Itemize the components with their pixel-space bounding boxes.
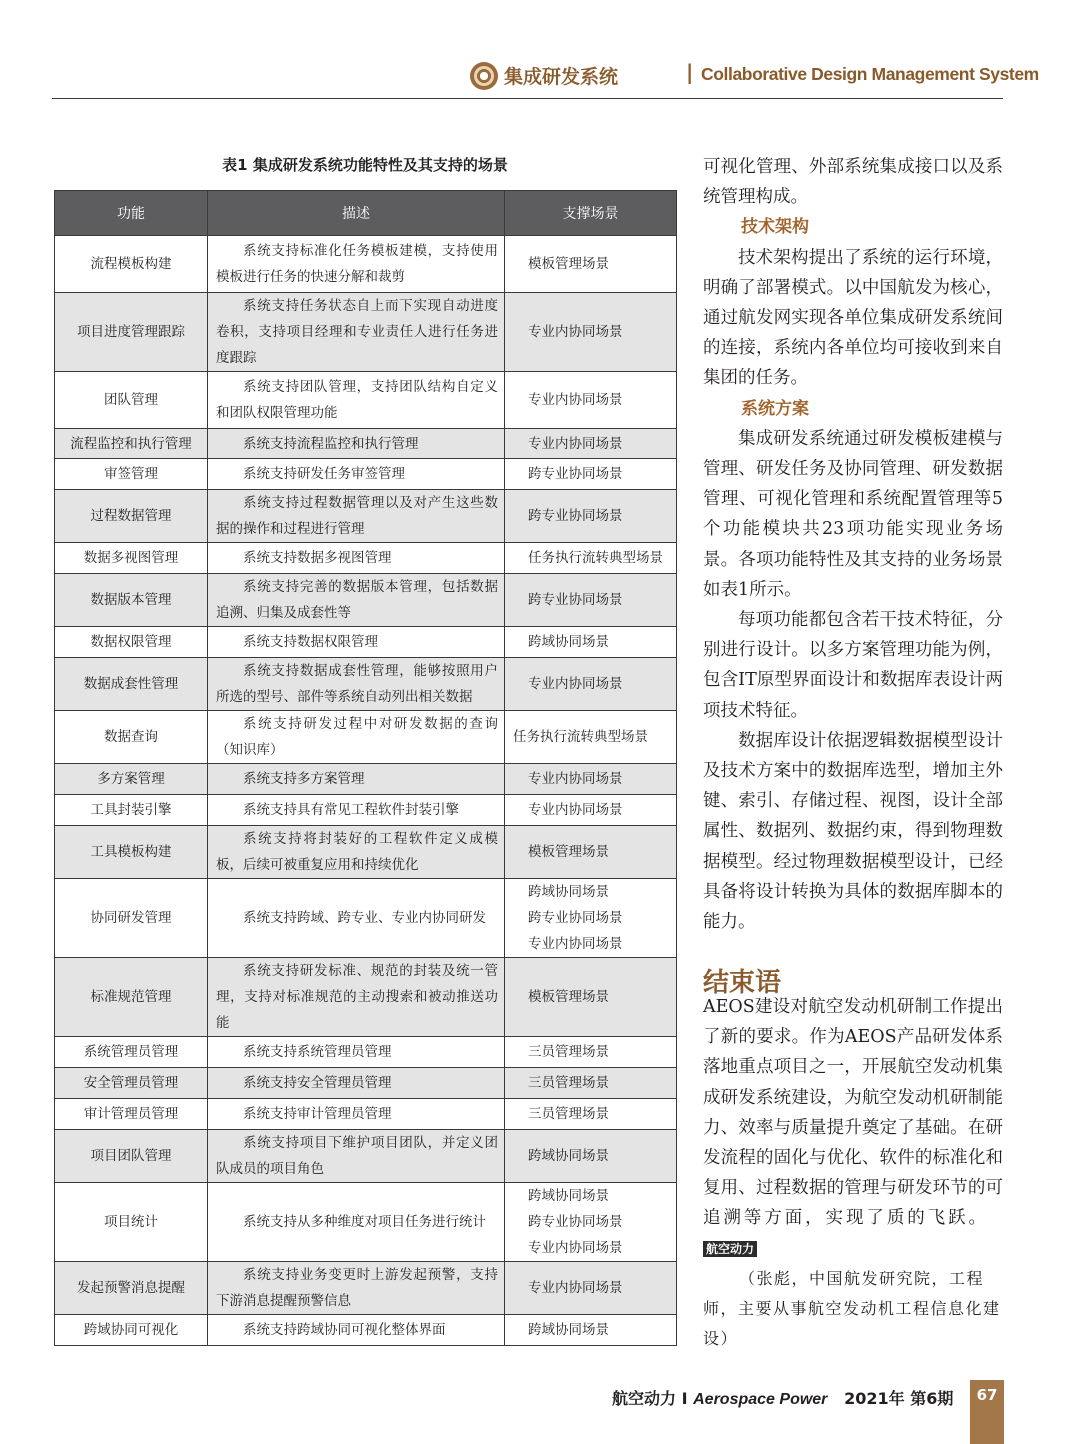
table-row <box>55 490 677 543</box>
cell-function: 标准规范管理 <box>55 958 208 1037</box>
cell-description: 系统支持审计管理员管理 <box>208 1099 505 1130</box>
scenario-item: 模板管理场景 <box>528 844 609 860</box>
table-caption: 表1 集成研发系统功能特性及其支持的场景 <box>222 156 508 174</box>
scenario-item: 跨域协同场景 <box>528 1322 609 1338</box>
table-row <box>55 711 677 764</box>
footer-journal-cn: 航空动力 <box>612 1389 677 1408</box>
cell-scenario <box>505 293 677 372</box>
scenario-item: 跨域协同场景 <box>528 634 609 650</box>
cell-function: 审计管理员管理 <box>55 1099 208 1130</box>
cell-function: 数据权限管理 <box>55 627 208 658</box>
scenario-item: 跨专业协同场景 <box>528 1214 623 1230</box>
cell-description: 系统支持数据成套性管理，能够按照用户所选的型号、部件等系统自动列出相关数据 <box>208 658 505 711</box>
cell-description: 系统支持跨域协同可视化整体界面 <box>208 1315 505 1346</box>
plan-paragraph-3: 数据库设计依据逻辑数据模型设计及技术方案中的数据库选型，增加主外键、索引、存储过程、视图，设计全部属性、数据列、数据约束，得到物理数据模型。经过物理数据模型设计，已经具备将设计转换为具体的数据库脚本的能力。 <box>703 730 1003 933</box>
scenario-item: 三员管理场景 <box>528 1106 609 1122</box>
cell-scenario <box>505 490 677 543</box>
plan-paragraph-2: 每项功能都包含若干技术特征，分别进行设计。以多方案管理功能为例，包含IT原型界面设计和数据库表设计两项技术特征。 <box>703 610 1003 721</box>
cell-scenario <box>505 1068 677 1099</box>
engine-logo-icon <box>470 62 498 90</box>
cell-function: 工具封装引擎 <box>55 795 208 826</box>
table-row <box>55 764 677 795</box>
cell-scenario <box>505 429 677 459</box>
scenario-item: 专业内协同场景 <box>528 1240 623 1256</box>
cell-function: 流程模板构建 <box>55 236 208 293</box>
header-function: 功能 <box>55 191 208 236</box>
header-cn-title: 集成研发系统 <box>504 66 619 88</box>
right-column <box>703 152 1003 937</box>
cell-scenario <box>505 879 677 958</box>
cell-function: 数据成套性管理 <box>55 658 208 711</box>
header-description: 描述 <box>208 191 505 236</box>
table-row <box>55 879 677 958</box>
table-row <box>55 795 677 826</box>
table-row <box>55 1130 677 1183</box>
scenario-item: 模板管理场景 <box>528 256 609 272</box>
conclusion-paragraph <box>703 992 1003 1264</box>
scenario-item: 专业内协同场景 <box>528 676 623 692</box>
cell-description: 系统支持数据权限管理 <box>208 627 505 658</box>
footer-issue: 2021年 第6期 <box>844 1389 954 1408</box>
subheading-architecture: 技术架构 <box>741 217 809 238</box>
conclusion-text: AEOS建设对航空发动机研制工作提出了新的要求。作为AEOS产品研发体系落地重点项目之一，开展航空发动机集成研发系统建设，为航空发动机研制能力、效率与质量提升奠定了基础。在研发流程的固化与优化、软件的标准化和复用、过程数据的管理与研发环节的可追溯等方面，实现了质的飞跃。 <box>703 997 1003 1229</box>
cell-scenario <box>505 1315 677 1346</box>
running-header <box>52 56 1039 99</box>
scenario-item: 专业内协同场景 <box>528 936 623 952</box>
cell-function: 工具模板构建 <box>55 826 208 879</box>
cell-scenario <box>505 1262 677 1315</box>
table-row <box>55 1262 677 1315</box>
cell-scenario <box>505 1037 677 1068</box>
cell-description: 系统支持将封装好的工程软件定义成模板，后续可被重复应用和持续优化 <box>208 826 505 879</box>
feature-table <box>54 190 676 1346</box>
cell-scenario <box>505 1183 677 1262</box>
cell-function: 审签管理 <box>55 459 208 490</box>
conclusion-block <box>703 992 1003 1264</box>
cell-scenario <box>505 795 677 826</box>
cell-description: 系统支持系统管理员管理 <box>208 1037 505 1068</box>
cell-scenario <box>505 958 677 1037</box>
cell-description: 系统支持研发任务审签管理 <box>208 459 505 490</box>
cell-function: 系统管理员管理 <box>55 1037 208 1068</box>
scenario-item: 跨专业协同场景 <box>528 466 623 482</box>
cell-description: 系统支持从多种维度对项目任务进行统计 <box>208 1183 505 1262</box>
scenario-item: 专业内协同场景 <box>528 771 623 787</box>
scenario-item: 跨专业协同场景 <box>528 508 623 524</box>
cell-function: 项目统计 <box>55 1183 208 1262</box>
intro-paragraph: 可视化管理、外部系统集成接口以及系统管理构成。 <box>703 157 1003 208</box>
cell-function: 发起预警消息提醒 <box>55 1262 208 1315</box>
cell-scenario <box>505 372 677 429</box>
cell-scenario <box>505 574 677 627</box>
author-text: （张彪，中国航发研究院，工程师，主要从事航空发动机工程信息化建设） <box>703 1269 1001 1348</box>
scenario-item: 专业内协同场景 <box>528 392 623 408</box>
table-row <box>55 627 677 658</box>
cell-scenario <box>505 459 677 490</box>
table-row <box>55 372 677 429</box>
cell-description: 系统支持研发标准、规范的封装及统一管理，支持对标准规范的主动搜索和被动推送功能 <box>208 958 505 1037</box>
cell-description: 系统支持标准化任务模板建模，支持使用模板进行任务的快速分解和裁剪 <box>208 236 505 293</box>
footer-journal-en: Aerospace Power <box>693 1391 828 1408</box>
cell-description: 系统支持多方案管理 <box>208 764 505 795</box>
cell-function: 安全管理员管理 <box>55 1068 208 1099</box>
cell-scenario <box>505 711 677 764</box>
cell-description: 系统支持数据多视图管理 <box>208 543 505 574</box>
cell-description: 系统支持业务变更时上游发起预警，支持下游消息提醒预警信息 <box>208 1262 505 1315</box>
cell-description: 系统支持具有常见工程软件封装引擎 <box>208 795 505 826</box>
architecture-paragraph: 技术架构提出了系统的运行环境，明确了部署模式。以中国航发为核心，通过航发网实现各单位集成研发系统间的连接，系统内各单位均可接收到来自集团的任务。 <box>703 247 1003 389</box>
scenario-item: 跨专业协同场景 <box>528 910 623 926</box>
table-row <box>55 1315 677 1346</box>
scenario-item: 跨域协同场景 <box>528 1148 609 1164</box>
cell-description: 系统支持完善的数据版本管理，包括数据追溯、归集及成套性等 <box>208 574 505 627</box>
table-header-row <box>55 191 677 236</box>
cell-function: 项目团队管理 <box>55 1130 208 1183</box>
table-row <box>55 236 677 293</box>
header-separator: | <box>686 60 694 84</box>
cell-description: 系统支持安全管理员管理 <box>208 1068 505 1099</box>
cell-scenario <box>505 764 677 795</box>
cell-function: 团队管理 <box>55 372 208 429</box>
subheading-plan: 系统方案 <box>741 398 809 419</box>
cell-scenario <box>505 1130 677 1183</box>
table-row <box>55 658 677 711</box>
cell-function: 数据多视图管理 <box>55 543 208 574</box>
cell-description: 系统支持项目下维护项目团队，并定义团队成员的项目角色 <box>208 1130 505 1183</box>
table-row <box>55 574 677 627</box>
header-en-title: Collaborative Design Management System <box>701 64 1039 84</box>
journal-badge: 航空动力 <box>703 1241 757 1257</box>
cell-function: 项目进度管理跟踪 <box>55 293 208 372</box>
plan-paragraph-1: 集成研发系统通过研发模板建模与管理、研发任务及协同管理、研发数据管理、可视化管理和系统配置管理等5个功能模块共23项功能实现业务场景。各项功能特性及其支持的业务场景如表1所示。 <box>703 428 1003 600</box>
table-row <box>55 1183 677 1262</box>
cell-scenario <box>505 826 677 879</box>
page-number: 67 <box>970 1380 1004 1444</box>
scenario-item: 跨域协同场景 <box>528 884 609 900</box>
cell-function: 多方案管理 <box>55 764 208 795</box>
cell-description: 系统支持过程数据管理以及对产生这些数据的操作和过程进行管理 <box>208 490 505 543</box>
scenario-item: 任务执行流转典型场景 <box>513 729 648 745</box>
page-footer <box>612 1386 953 1409</box>
scenario-item: 任务执行流转典型场景 <box>528 550 663 566</box>
author-note <box>703 1264 1003 1354</box>
table-row <box>55 429 677 459</box>
cell-scenario <box>505 658 677 711</box>
cell-function: 协同研发管理 <box>55 879 208 958</box>
table-row <box>55 459 677 490</box>
table-row <box>55 1099 677 1130</box>
scenario-item: 三员管理场景 <box>528 1044 609 1060</box>
footer-separator: I <box>681 1389 688 1408</box>
cell-description: 系统支持流程监控和执行管理 <box>208 429 505 459</box>
cell-scenario <box>505 627 677 658</box>
scenario-item: 三员管理场景 <box>528 1075 609 1091</box>
cell-function: 跨域协同可视化 <box>55 1315 208 1346</box>
section-title-conclusion: 结束语 <box>703 968 782 998</box>
table-row <box>55 293 677 372</box>
table-row <box>55 1068 677 1099</box>
cell-scenario <box>505 236 677 293</box>
cell-function: 流程监控和执行管理 <box>55 429 208 459</box>
cell-description: 系统支持研发过程中对研发数据的查询（知识库） <box>208 711 505 764</box>
scenario-item: 模板管理场景 <box>528 989 609 1005</box>
cell-function: 数据查询 <box>55 711 208 764</box>
cell-function: 数据版本管理 <box>55 574 208 627</box>
table-row <box>55 826 677 879</box>
table-row <box>55 543 677 574</box>
table-row <box>55 1037 677 1068</box>
cell-description: 系统支持团队管理，支持团队结构自定义和团队权限管理功能 <box>208 372 505 429</box>
cell-description: 系统支持跨域、跨专业、专业内协同研发 <box>208 879 505 958</box>
cell-function: 过程数据管理 <box>55 490 208 543</box>
cell-description: 系统支持任务状态自上而下实现自动进度卷积，支持项目经理和专业责任人进行任务进度跟踪 <box>208 293 505 372</box>
header-scenario: 支撑场景 <box>505 191 677 236</box>
scenario-item: 跨域协同场景 <box>528 1188 609 1204</box>
cell-scenario <box>505 543 677 574</box>
scenario-item: 专业内协同场景 <box>528 324 623 340</box>
scenario-item: 专业内协同场景 <box>528 802 623 818</box>
scenario-item: 专业内协同场景 <box>528 435 623 452</box>
table-row <box>55 958 677 1037</box>
cell-scenario <box>505 1099 677 1130</box>
scenario-item: 专业内协同场景 <box>528 1280 623 1296</box>
scenario-item: 跨专业协同场景 <box>528 592 623 608</box>
